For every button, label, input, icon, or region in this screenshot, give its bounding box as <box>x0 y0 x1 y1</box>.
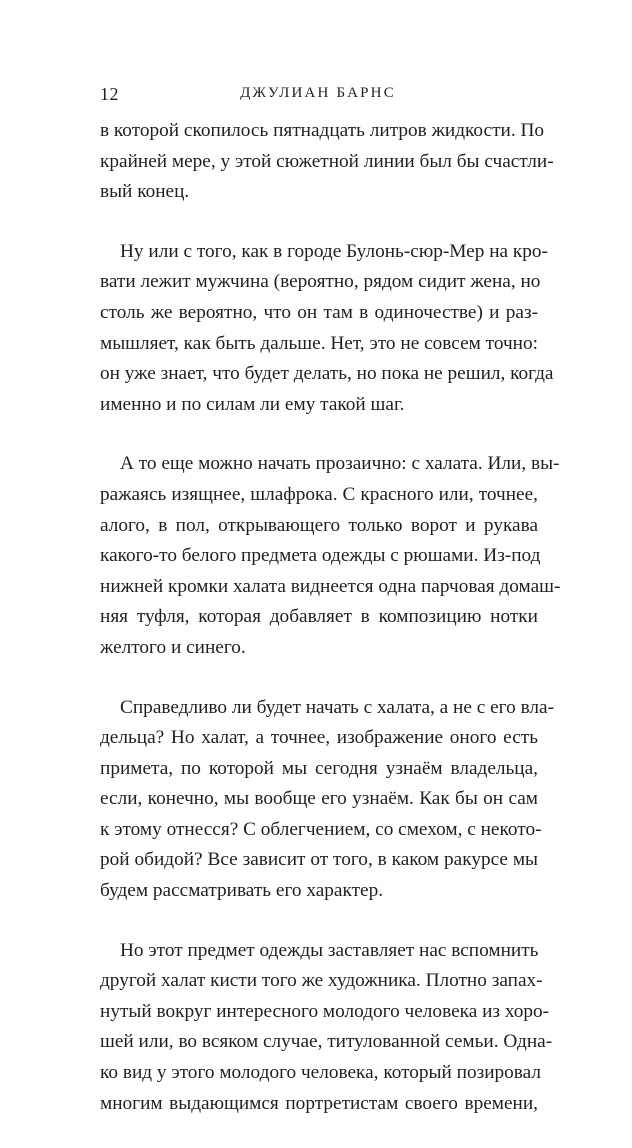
text-line: какого-то белого предмета одежды с рюшами. Из-под <box>100 545 541 567</box>
text-line: к этому отнесся? С облегчением, со смехом, с некото- <box>100 818 542 840</box>
text-line: примета, по которой мы сегодня узнаём владельца, <box>100 757 538 779</box>
paragraph-5 <box>100 936 553 1120</box>
text-line: рой обидой? Все зависит от того, в каком ракурсе мы <box>100 849 538 871</box>
text-line: ражаясь изящнее, шлафрока. С красного или, точнее, <box>100 483 538 505</box>
body-text <box>100 116 561 1148</box>
text-line: няя туфля, которая добавляет в композицию нотки <box>100 606 538 628</box>
text-line: вый конец. <box>100 181 190 203</box>
text-line: крайней мере, у этой сюжетной линии был бы счастли- <box>100 150 554 172</box>
text-line: ко вид у этого молодого человека, который позировал <box>100 1062 542 1084</box>
paragraph-1 <box>100 116 554 208</box>
text-line: Ну или с того, как в городе Булонь-сюр-Мер на кро- <box>120 240 548 262</box>
text-line: Но этот предмет одежды заставляет нас вспомнить <box>120 939 539 961</box>
page-number: 12 <box>100 84 119 104</box>
running-head <box>100 84 536 106</box>
text-line: шей или, во всяком случае, титулованной семьи. Одна- <box>100 1031 553 1053</box>
text-line: желтого и синего. <box>100 636 246 658</box>
text-line: алого, в пол, открывающего только ворот и рукава <box>100 514 538 536</box>
text-line: А то еще можно начать прозаично: с халата. Или, вы- <box>120 453 560 475</box>
text-line: многим выдающимся портретистам своего времени, <box>100 1092 538 1114</box>
text-line: Справедливо ли будет начать с халата, а не с его вла- <box>120 696 555 718</box>
text-line: он уже знает, что будет делать, но пока не решил, когда <box>100 363 554 385</box>
text-line: дельца? Но халат, а точнее, изображение оного есть <box>100 727 538 749</box>
running-title: ДЖУЛИАН БАРНС <box>240 85 396 101</box>
paragraph-4 <box>100 693 555 907</box>
text-line: нутый вокруг интересного молодого человека из хоро- <box>100 1000 550 1022</box>
paragraph-2 <box>100 237 554 421</box>
text-line: будем рассматривать его характер. <box>100 880 384 902</box>
text-line: именно и по силам ли ему такой шаг. <box>100 393 405 415</box>
paragraph-3 <box>100 449 561 663</box>
text-line: другой халат кисти того же художника. Плотно запах- <box>100 970 543 992</box>
text-line: если, конечно, мы вообще его узнаём. Как бы он сам <box>100 788 538 810</box>
text-line: в которой скопилось пятнадцать литров жидкости. По <box>100 120 545 141</box>
text-line: вати лежит мужчина (вероятно, рядом сидит жена, но <box>100 271 541 293</box>
text-line: нижней кромки халата виднеется одна парчовая домаш- <box>100 575 561 597</box>
text-line: мышляет, как быть дальше. Нет, это не совсем точно: <box>100 332 538 354</box>
text-line: столь же вероятно, что он там в одиночестве) и раз- <box>100 301 538 323</box>
